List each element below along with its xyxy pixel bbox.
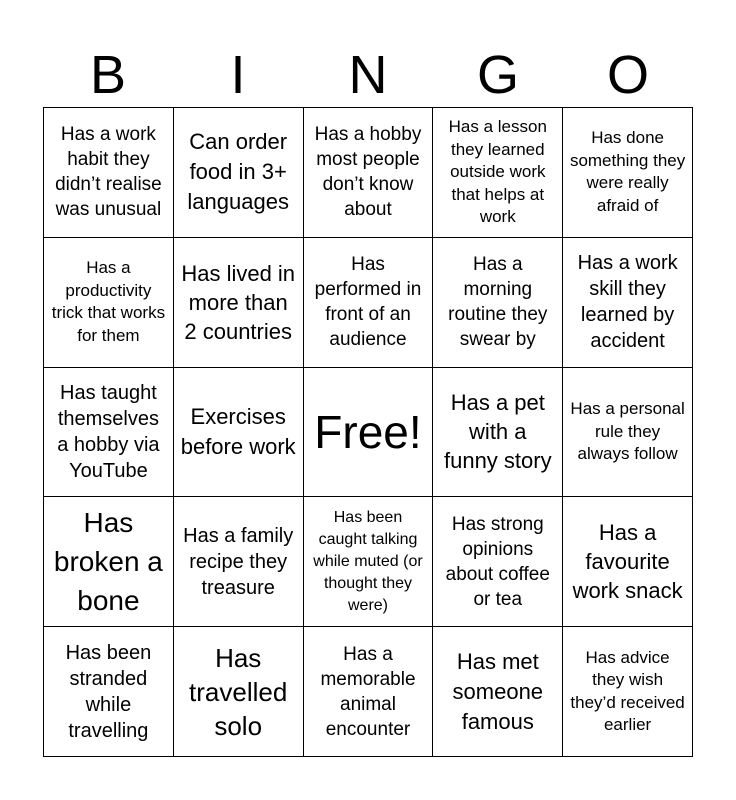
- header-letter-i: I: [230, 45, 246, 105]
- cell-text: Has a morning routine they swear by: [448, 254, 548, 351]
- bingo-cell[interactable]: [433, 368, 563, 498]
- bingo-cell[interactable]: [304, 108, 434, 238]
- bingo-cell[interactable]: [44, 108, 174, 238]
- bingo-cell[interactable]: [304, 497, 434, 627]
- cell-text: Has travelled solo: [189, 642, 288, 741]
- bingo-cell[interactable]: [563, 627, 693, 757]
- cell-text: Has strong opinions about coffee or tea: [445, 513, 550, 610]
- cell-text: Exercises before work: [180, 403, 296, 459]
- cell-text: Has a family recipe they treasure: [183, 524, 294, 599]
- cell-text: Has a productivity trick that works for them: [51, 258, 166, 345]
- header-letter-g: G: [476, 45, 519, 105]
- cell-text: Has broken a bone: [53, 507, 163, 617]
- header-letter-o: O: [606, 45, 649, 105]
- bingo-cell[interactable]: [563, 368, 693, 498]
- cell-text: Has met someone famous: [452, 648, 544, 734]
- cell-text: Has a hobby most people don’t know about: [314, 124, 422, 221]
- bingo-cell[interactable]: [174, 368, 304, 498]
- bingo-card-grid: [43, 107, 693, 757]
- bingo-header: [43, 44, 693, 106]
- header-letter-n: N: [348, 45, 388, 105]
- bingo-cell[interactable]: [304, 627, 434, 757]
- bingo-cell[interactable]: [304, 238, 434, 368]
- bingo-cell[interactable]: [433, 108, 563, 238]
- cell-text: Can order food in 3+ languages: [187, 129, 289, 215]
- bingo-cell[interactable]: [563, 497, 693, 627]
- bingo-cell[interactable]: [44, 497, 174, 627]
- header-letter-b: B: [89, 45, 127, 105]
- cell-text: Has done something they were really afraid of: [569, 128, 686, 215]
- bingo-cell[interactable]: [433, 238, 563, 368]
- bingo-cell[interactable]: [174, 627, 304, 757]
- cell-text: Has performed in front of an audience: [314, 254, 422, 351]
- cell-text: Has a lesson they learned outside work that helps at work: [448, 117, 547, 227]
- cell-text: Has taught themselves a hobby via YouTube: [57, 381, 160, 482]
- cell-text: Has lived in more than 2 countries: [181, 260, 296, 344]
- bingo-cell[interactable]: [563, 238, 693, 368]
- bingo-cell[interactable]: [44, 368, 174, 498]
- cell-text: Has a pet with a funny story: [443, 390, 552, 474]
- cell-text: Has a memorable animal encounter: [320, 643, 416, 740]
- bingo-cell[interactable]: [433, 627, 563, 757]
- cell-text: Has been stranded while travelling: [65, 641, 152, 742]
- cell-text: Has advice they wish they’d received earlier: [570, 647, 685, 735]
- bingo-cell[interactable]: [433, 497, 563, 627]
- bingo-cell[interactable]: [174, 238, 304, 368]
- cell-text: Has a work skill they learned by accident: [577, 252, 678, 353]
- free-space-text: Free!: [314, 405, 422, 458]
- bingo-cell[interactable]: [44, 238, 174, 368]
- cell-text: Has been caught talking while muted (or thought they were): [313, 508, 423, 614]
- bingo-cell[interactable]: [44, 627, 174, 757]
- cell-text: Has a work habit they didn’t realise was unusual: [55, 124, 162, 221]
- bingo-cell[interactable]: [174, 108, 304, 238]
- free-space-cell[interactable]: [304, 368, 434, 498]
- bingo-cell[interactable]: [563, 108, 693, 238]
- cell-text: Has a favourite work snack: [572, 520, 683, 604]
- bingo-cell[interactable]: [174, 497, 304, 627]
- cell-text: Has a personal rule they always follow: [570, 399, 685, 464]
